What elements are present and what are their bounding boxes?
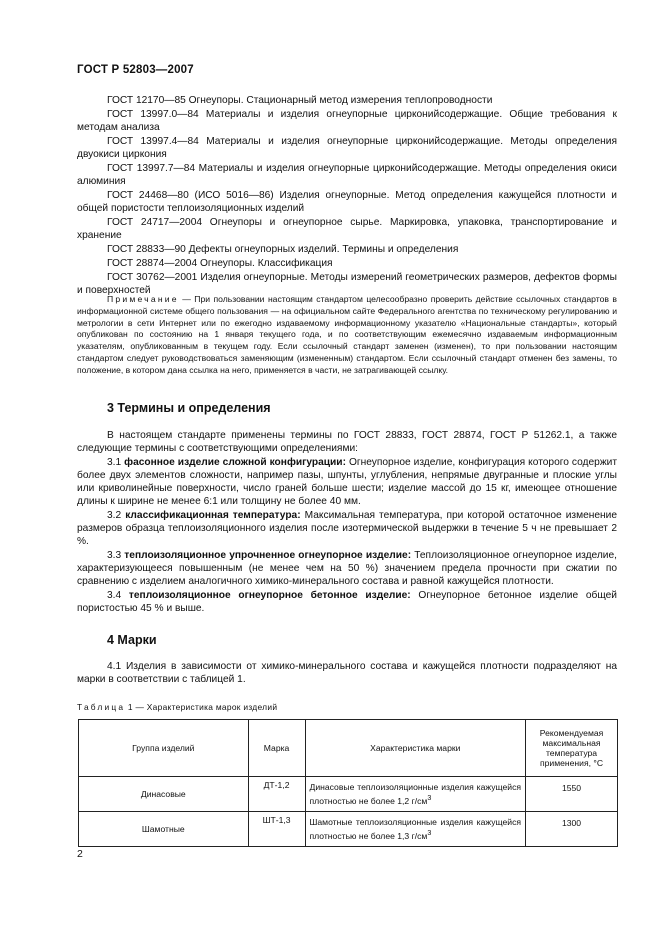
- cell-temperature: 1300: [526, 812, 618, 847]
- reference-item: ГОСТ 28874—2004 Огнеупоры. Классификация: [107, 258, 333, 269]
- section-4-paragraph: 4.1 Изделия в зависимости от химико-минерального состава и кажущейся плотности подразделяют на марки в соответствии с таблицей 1.: [77, 661, 617, 685]
- table-row: [79, 812, 618, 847]
- table-header-row: [79, 720, 618, 777]
- term-definition: [77, 589, 617, 615]
- table-caption-text: 1 — Характеристика марок изделий: [125, 702, 278, 712]
- term-definition: [77, 456, 617, 508]
- term-number: 3.4: [107, 590, 129, 601]
- term-number: 3.3: [107, 550, 125, 561]
- section-4-title: 4 Марки: [107, 633, 157, 647]
- note-text: — При пользовании настоящим стандартом целесообразно проверить действие ссылочных стандартов в информационной системе общего пользования — на официальном сайте Федерального агентства по техническому регулированию и метрологии в сети Интернет или по ежегодно издаваемому информационному указателю «Национальные стандарты», который опубликован по состоянию на 1 января текущего года, и по соответствующим ежемесячно издаваемым информационным указателям, опубликованным в текущем году. Если ссылочный стандарт заменен (изменен), то при пользовании настоящим стандартом следует руководствоваться заменяющим (измененным) стандартом. Если ссылочный стандарт отменен без замены, то положение, в котором дана ссылка на него, применяется в части, не затрагивающей ссылку.: [77, 294, 617, 375]
- section-3-intro: В настоящем стандарте применены термины по ГОСТ 28833, ГОСТ 28874, ГОСТ Р 51262.1, а также следующие термины с соответствующими определениями:: [77, 430, 617, 454]
- term-text: Теплоизоляционное огнеупорное изделие, характеризующееся повышенным (не менее чем на 50 %) значением предела прочности при сжатии по сравнению с изделием аналогичного химико-минерального состава и равной кажущейся плотности.: [77, 550, 617, 587]
- table-caption: [77, 702, 277, 712]
- cell-characteristic: Динасовые теплоизоляционные изделия кажущейся плотностью не более 1,2 $г/см^3$: [305, 777, 526, 812]
- term-definition: [77, 549, 617, 588]
- term-number: 3.1: [107, 457, 125, 468]
- term-number: 3.2: [107, 510, 126, 521]
- reference-item: ГОСТ 30762—2001 Изделия огнеупорные. Методы измерений геометрических размеров, дефектов формы и поверхностей: [77, 272, 617, 296]
- note-paragraph: [77, 294, 617, 377]
- section-3-title: 3 Термины и определения: [107, 401, 271, 415]
- reference-item: ГОСТ 12170—85 Огнеупоры. Стационарный метод измерения теплопроводности: [107, 95, 493, 106]
- page-number: 2: [77, 848, 83, 860]
- column-header-characteristic: Характеристика марки: [305, 720, 526, 777]
- reference-item: ГОСТ 13997.0—84 Материалы и изделия огнеупорные цирконийсодержащие. Общие требования к методам анализа: [77, 109, 617, 133]
- normative-references-list: [77, 94, 617, 298]
- cell-mark: ШТ-1,3: [248, 812, 305, 847]
- table-row: [79, 777, 618, 812]
- marks-table: [78, 719, 618, 847]
- column-header-mark: Марка: [248, 720, 305, 777]
- note-label: Примечание: [107, 294, 179, 304]
- cell-temperature: 1550: [526, 777, 618, 812]
- section-4-body: [77, 660, 617, 687]
- document-header: ГОСТ Р 52803—2007: [77, 64, 194, 76]
- term-text: Огнеупорное изделие, конфигурация которого содержит более двух элементов сложности, например пазы, шпунты, углубления, непрямые двугранные и плоские углы или криволинейные поверхности, число граней больше шести; изделие массой до 15 кг, имеющее отношение длины к ширине не менее 6:1 или толщину не более 40 мм.: [77, 457, 617, 507]
- section-3-body: [77, 429, 617, 616]
- reference-item: ГОСТ 28833—90 Дефекты огнеупорных изделий. Термины и определения: [107, 244, 459, 255]
- term-name: теплоизоляционное упрочненное огнеупорное изделие:: [124, 550, 412, 561]
- cell-group: Динасовые: [79, 777, 249, 812]
- term-name: классификационная температура:: [125, 510, 301, 521]
- reference-item: ГОСТ 13997.4—84 Материалы и изделия огнеупорные цирконийсодержащие. Методы определения двуокиси циркония: [77, 136, 617, 160]
- cell-characteristic: Шамотные теплоизоляционные изделия кажущейся плотностью не более 1,3 $г/см^3$: [305, 812, 526, 847]
- column-header-group: Группа изделий: [79, 720, 249, 777]
- term-text: Максимальная температура, при которой остаточное изменение размеров образца теплоизоляционного изделия после изотермической выдержки в течение 5 ч не превышает 2 %.: [77, 510, 618, 547]
- reference-item: ГОСТ 24717—2004 Огнеупоры и огнеупорное сырье. Маркировка, упаковка, транспортирование и хранение: [77, 217, 617, 241]
- cell-group: Шамотные: [79, 812, 249, 847]
- term-name: теплоизоляционное огнеупорное бетонное изделие:: [128, 590, 411, 601]
- table-caption-label: Таблица: [77, 702, 126, 712]
- term-text: Огнеупорное бетонное изделие общей пористостью 45 % и выше.: [77, 590, 617, 614]
- reference-item: ГОСТ 24468—80 (ИСО 5016—86) Изделия огнеупорные. Метод определения кажущейся плотности и общей пористости теплоизоляционных изделий: [77, 190, 617, 214]
- cell-mark: ДТ-1,2: [248, 777, 305, 812]
- column-header-temperature: Рекомендуемая максимальная температура применения, °С: [526, 720, 618, 777]
- term-name: фасонное изделие сложной конфигурации:: [124, 457, 346, 468]
- reference-item: ГОСТ 13997.7—84 Материалы и изделия огнеупорные цирконийсодержащие. Методы определения окиси алюминия: [77, 163, 617, 187]
- term-definition: [77, 509, 617, 548]
